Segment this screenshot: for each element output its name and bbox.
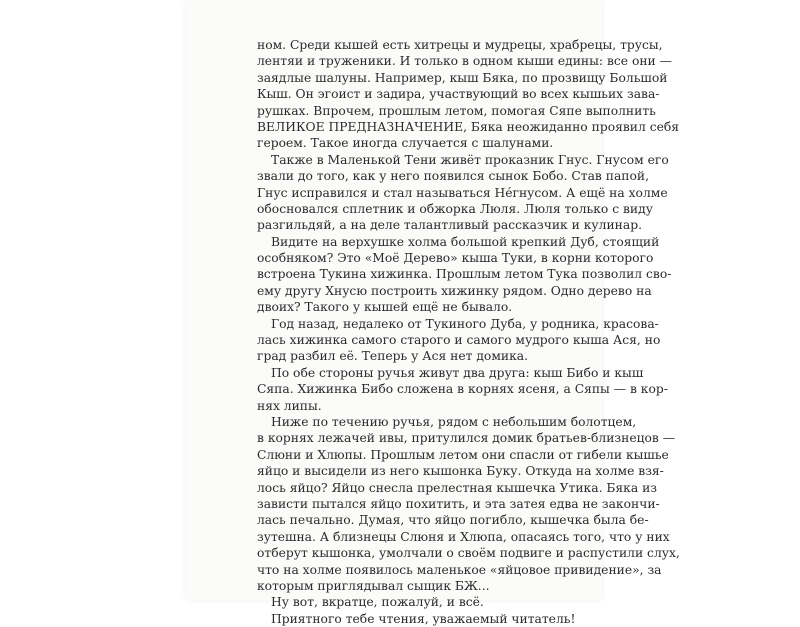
text-line: которым приглядывал сыщик БЖ... [257, 578, 490, 593]
text-line: нях липы. [257, 398, 322, 413]
paragraph [257, 414, 680, 594]
text-line: зутешна. А близнецы Слюня и Хлюпа, опасаясь того, что у них [257, 529, 670, 544]
text-line: особняком? Это «Моё Дерево» кыша Туки, в корни которого [257, 251, 654, 266]
paragraph [257, 37, 680, 152]
paragraph [257, 365, 668, 414]
text-line: Кыш. Он эгоист и задира, участвующий во всех кышьих зава- [257, 87, 660, 102]
text-line: двоих? Такого у кышей ещё не бывало. [257, 300, 513, 315]
paragraph [257, 234, 672, 316]
text-line: Гнус исправился и стал называться Нéгнусом. А ещё на холме [257, 185, 668, 200]
text-line: рушках. Впрочем, прошлым летом, помогая Сяпе выполнить [257, 103, 656, 118]
text-line: Год назад, недалеко от Тукиного Дуба, у родника, красова- [271, 316, 659, 331]
text-line: Слюни и Хлюпы. Прошлым летом они спасли от гибели кышье [257, 447, 669, 462]
text-line: героем. Такое иногда случается с шалунами. [257, 136, 554, 151]
text-line: Приятного тебе чтения, уважаемый читатель! [271, 611, 576, 626]
text-line: Ну вот, вкратце, пожалуй, и всё. [271, 595, 484, 610]
paragraph [257, 316, 661, 365]
text-line: заядлые шалуны. Например, кыш Бяка, по прозвищу Большой [257, 70, 668, 85]
text-line: в корнях лежачей ивы, притулился домик братьев-близнецов — [257, 431, 676, 446]
text-line: зависти пытался яйцо похитить, и эта затея едва не закончи- [257, 496, 660, 511]
text-line: Также в Маленькой Тени живёт проказник Гнус. Гнусом его [271, 152, 669, 167]
text-line: ему другу Хнусю построить хижинку рядом. Одно дерево на [257, 283, 652, 298]
paragraph [257, 594, 537, 610]
text-line: что на холме появилось маленькое «яйцовое привидение», за [257, 562, 662, 577]
text-line: град разбил её. Теперь у Ася нет домика. [257, 349, 529, 364]
text-line: встроена Тукина хижинка. Прошлым летом Тука позволил сво- [257, 267, 672, 282]
text-line: лентяи и труженики. И только в одном кыши едины: все они — [257, 54, 672, 69]
text-line: По обе стороны ручья живут два друга: кыш Бибо и кыш [271, 365, 644, 380]
text-line: ВЕЛИКОЕ ПРЕДНАЗНАЧЕНИЕ, Бяка неожиданно проявил себя [257, 119, 680, 134]
text-line: яйцо и высидели из него кышонка Буку. Откуда на холме взя- [257, 464, 664, 479]
text-line: лась печально. Думая, что яйцо погибло, кышечка была бе- [257, 513, 649, 528]
text-line: Сяпа. Хижинка Бибо сложена в корнях ясеня, а Сяпы — в кор- [257, 382, 668, 397]
paragraph [257, 152, 669, 234]
text-line: звали до того, как у него появился сынок Бобо. Став папой, [257, 169, 649, 184]
text-line: обосновался сплетник и обжорка Люля. Люля только с виду [257, 201, 653, 216]
text-line: ном. Среди кышей есть хитрецы и мудрецы, храбрецы, трусы, [257, 38, 663, 52]
paragraph [257, 611, 576, 627]
page-text [257, 37, 680, 627]
text-line: отберут кышонка, умолчали о своём подвиге и распустили слух, [257, 546, 680, 561]
text-line: разгильдяй, а на деле талантливый рассказчик и кулинар. [257, 218, 642, 233]
text-line: лась хижинка самого старого и самого мудрого кыша Ася, но [257, 333, 661, 348]
text-line: Ниже по течению ручья, рядом с небольшим болотцем, [271, 414, 637, 429]
text-line: Видите на верхушке холма большой крепкий Дуб, стоящий [271, 234, 660, 249]
text-line: лось яйцо? Яйцо снесла прелестная кышечка Утика. Бяка из [257, 480, 658, 495]
